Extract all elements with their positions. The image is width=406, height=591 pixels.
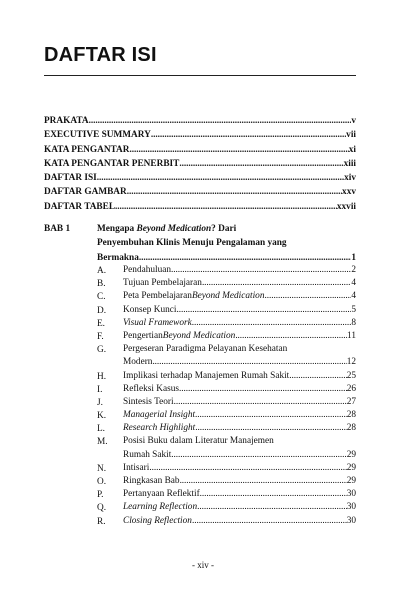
subentry-letter: M. — [97, 437, 108, 448]
toc-subentry[interactable] — [97, 277, 356, 290]
page-title: DAFTAR ISI — [44, 44, 157, 66]
toc-entry[interactable] — [44, 143, 356, 157]
toc-entry-page: xi — [348, 144, 356, 155]
subentry-letter: I. — [97, 384, 103, 395]
chapter-title-line — [97, 251, 356, 265]
subentry-line — [123, 409, 356, 422]
subentry-title: Sintesis Teori — [123, 396, 174, 407]
subentry-page: 30 — [346, 515, 356, 526]
subentry-title: Tujuan Pembelajaran — [123, 278, 202, 289]
toc-entry-page: xiii — [343, 158, 356, 169]
dot-leader — [202, 277, 351, 290]
toc-subentry[interactable] — [97, 317, 356, 330]
dot-leader — [171, 264, 351, 277]
dot-leader — [115, 200, 337, 214]
chapter-label: BAB 1 — [44, 224, 71, 234]
subentry-letter: J. — [97, 397, 103, 408]
subentry-title: Ringkasan Bab — [123, 476, 180, 486]
toc-subentry[interactable] — [97, 501, 356, 514]
toc-subentry[interactable] — [97, 435, 356, 461]
title-divider — [44, 75, 356, 76]
subentry-line — [123, 370, 356, 383]
dot-leader — [149, 462, 346, 475]
subentry-line — [123, 396, 356, 409]
dot-leader — [129, 143, 348, 157]
dot-leader — [197, 501, 347, 514]
subentry-letter: G. — [97, 345, 107, 356]
subentry-line — [123, 330, 356, 343]
subentry-page: 2 — [351, 265, 356, 275]
chapter-title-italic: Beyond Medication — [136, 224, 212, 234]
toc-subentry[interactable] — [97, 515, 356, 528]
dot-leader — [152, 356, 346, 369]
subentry-title: Posisi Buku dalam Literatur Manajemen — [123, 436, 274, 447]
subentry-title: Closing Reflection — [123, 515, 192, 526]
chapter-title-text: Bermakna — [97, 252, 139, 263]
dot-leader — [179, 383, 347, 396]
subentry-line — [123, 422, 356, 435]
subentry-line — [123, 435, 356, 448]
subentry-title-italic: Beyond Medication — [162, 330, 236, 341]
subentry-line — [123, 264, 356, 277]
subentry-title-italic: Beyond Medication — [191, 291, 265, 302]
subentry-line — [123, 475, 356, 488]
subentry-page: 29 — [346, 476, 356, 486]
dot-leader — [195, 422, 346, 435]
chapter-title-line: Penyembuhan Klinis Menuju Pengalaman yang — [97, 238, 287, 249]
toc-subentry[interactable] — [97, 462, 356, 475]
subentry-title: Managerial Insight — [123, 410, 196, 421]
chapter-title[interactable] — [97, 222, 356, 265]
subentry-title: Rumah Sakit — [123, 449, 172, 460]
dot-leader — [264, 290, 351, 303]
toc-subentry[interactable] — [97, 488, 356, 501]
toc-entry-page: xxv — [342, 187, 356, 198]
subentry-title: Pengertian — [123, 330, 163, 341]
toc-subentry[interactable] — [97, 475, 356, 488]
subentry-line — [123, 343, 356, 356]
subentry-letter: A. — [97, 266, 107, 276]
subentry-letter: O. — [97, 477, 107, 487]
subentry-line — [123, 317, 356, 330]
subentry-line — [123, 277, 356, 290]
chapter-title-line — [97, 222, 356, 236]
subentry-title: Refleksi Kasus — [123, 383, 180, 394]
page-number: - xiv - — [192, 560, 214, 570]
dot-leader — [127, 185, 342, 199]
toc-entry[interactable] — [44, 171, 356, 185]
subentry-line — [123, 356, 356, 369]
toc-entry-label: DAFTAR TABEL — [44, 201, 116, 212]
subentry-letter: F. — [97, 331, 104, 342]
dot-leader — [200, 488, 347, 501]
chapter-page: 1 — [351, 252, 356, 263]
dot-leader — [289, 370, 346, 383]
front-matter-list — [44, 114, 356, 214]
subentry-page: 30 — [346, 489, 356, 500]
subentry-letter: H. — [97, 371, 107, 382]
dot-leader — [97, 171, 344, 185]
dot-leader — [139, 251, 352, 265]
subentry-page: 28 — [346, 423, 356, 434]
subentry-page: 25 — [346, 370, 356, 381]
toc-subentry[interactable] — [97, 304, 356, 317]
toc-subentry[interactable] — [97, 396, 356, 409]
toc-entry-page: vii — [346, 130, 356, 141]
dot-leader — [192, 317, 352, 330]
toc-entry-label: EXECUTIVE SUMMARY — [44, 130, 151, 141]
subentry-line — [123, 501, 356, 514]
subentry-title: Modern — [123, 357, 153, 368]
subentry-title: Pendahuluan — [123, 265, 172, 275]
toc-subentry[interactable] — [97, 330, 356, 343]
toc-entry[interactable] — [44, 114, 356, 128]
subentry-line — [123, 515, 356, 528]
toc-subentry[interactable] — [97, 370, 356, 383]
subentry-page: 30 — [346, 502, 356, 513]
subentry-page: 4 — [351, 291, 356, 302]
dot-leader — [176, 304, 351, 317]
subentry-title: Intisari — [123, 462, 150, 473]
toc-entry[interactable] — [44, 157, 356, 171]
subentry-letter: C. — [97, 292, 106, 303]
toc-entry-label: PRAKATA — [44, 116, 89, 126]
toc-entry-page: v — [351, 116, 356, 126]
dot-leader — [195, 409, 347, 422]
toc-entry[interactable] — [44, 185, 356, 199]
toc-entry-label: DAFTAR GAMBAR — [44, 187, 127, 198]
subentry-page: 5 — [351, 304, 356, 315]
subentry-page: 26 — [346, 383, 356, 394]
dot-leader — [180, 475, 347, 488]
subentry-letter: B. — [97, 279, 106, 290]
toc-entry-label: KATA PENGANTAR — [44, 144, 130, 155]
toc-entry-page: xxvii — [336, 201, 356, 212]
subentry-line — [123, 462, 356, 475]
toc-entry-label: KATA PENGANTAR PENERBIT — [44, 158, 180, 169]
subentry-page: 29 — [346, 462, 356, 473]
chapter-subsection-list — [97, 264, 356, 528]
subentry-line — [123, 449, 356, 462]
toc-subentry[interactable] — [97, 409, 356, 422]
subentry-letter: N. — [97, 463, 107, 474]
toc-entry-page: xiv — [344, 173, 356, 184]
subentry-title: Research Highlight — [123, 423, 196, 434]
subentry-letter: L. — [97, 424, 106, 435]
toc-subentry[interactable] — [97, 264, 356, 277]
toc-subentry[interactable] — [97, 422, 356, 435]
subentry-page: 29 — [346, 449, 356, 460]
subentry-line — [123, 304, 356, 317]
subentry-letter: Q. — [97, 503, 107, 514]
subentry-title: Learning Reflection — [123, 502, 198, 513]
toc-entry-label: DAFTAR ISI — [44, 173, 97, 184]
subentry-line — [123, 488, 356, 501]
subentry-page: 4 — [351, 278, 356, 289]
subentry-letter: P. — [97, 490, 104, 501]
subentry-letter: K. — [97, 411, 107, 422]
subentry-line — [123, 383, 356, 396]
subentry-title: Pertanyaan Reflektif — [123, 489, 200, 500]
subentry-title: Konsep Kunci — [123, 304, 177, 315]
chapter-title-text: ? Dari — [211, 224, 237, 234]
subentry-page: 28 — [346, 410, 356, 421]
dot-leader — [151, 128, 346, 142]
dot-leader — [89, 114, 352, 128]
toc-subentry[interactable] — [97, 343, 356, 369]
subentry-letter: D. — [97, 305, 107, 316]
toc-subentry[interactable] — [97, 290, 356, 303]
toc-entry[interactable] — [44, 128, 356, 142]
subentry-letter: R. — [97, 516, 106, 527]
subentry-page: 27 — [346, 396, 356, 407]
subentry-title: Peta Pembelajaran — [123, 291, 192, 302]
chapter-title-text: Mengapa — [97, 224, 137, 234]
subentry-page: 8 — [351, 317, 356, 328]
dot-leader — [192, 515, 347, 528]
subentry-title: Pergeseran Paradigma Pelayanan Kesehatan — [123, 344, 288, 355]
subentry-title: Visual Framework — [123, 317, 192, 328]
dot-leader — [174, 396, 347, 409]
subentry-page: 11 — [347, 330, 356, 341]
dot-leader — [171, 449, 346, 462]
toc-subentry[interactable] — [97, 383, 356, 396]
toc-entry[interactable] — [44, 200, 356, 214]
dot-leader — [235, 330, 347, 343]
subentry-page: 12 — [346, 357, 356, 368]
subentry-title: Implikasi terhadap Manajemen Rumah Sakit — [123, 370, 290, 381]
subentry-letter: E. — [97, 318, 106, 329]
subentry-line — [123, 290, 356, 303]
dot-leader — [179, 157, 343, 171]
